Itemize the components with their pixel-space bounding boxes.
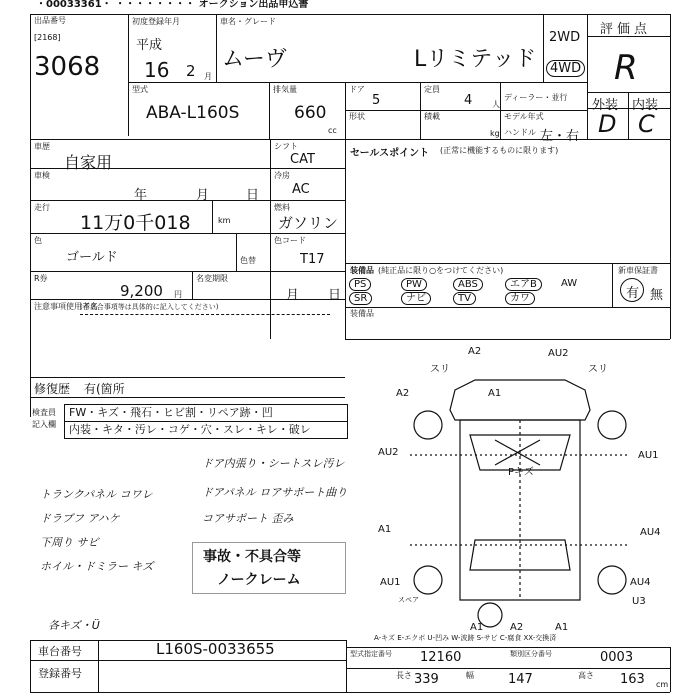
door-label: ドア bbox=[349, 85, 365, 94]
notes-line bbox=[80, 314, 330, 315]
mark-p-scratch: Pキズ bbox=[508, 467, 534, 478]
note-left-5: 各キズ・Ü bbox=[48, 619, 100, 632]
color-code: T17 bbox=[300, 252, 325, 267]
mark-suri-left: スリ bbox=[430, 364, 450, 375]
lot-ref: [2168] bbox=[34, 33, 61, 42]
displacement: 660 bbox=[294, 103, 327, 123]
load-unit: kg bbox=[490, 129, 500, 138]
recycle: 9,200 bbox=[120, 282, 163, 300]
front-outline bbox=[450, 380, 590, 420]
equipment-item: AW bbox=[561, 278, 578, 289]
warranty-label: 新車保証書 bbox=[618, 266, 658, 275]
model-label: 型式 bbox=[132, 85, 148, 94]
rear-left-wheel bbox=[414, 566, 442, 594]
equipment-note: (純正品に限り○をつけてください) bbox=[378, 266, 504, 275]
note-right-2: ドアパネル ロアサポート曲り bbox=[202, 486, 348, 499]
inspector-row-2: 内装・キタ・汚レ・コゲ・穴・スレ・キレ・破レ bbox=[64, 421, 348, 439]
mark-suri-right: スリ bbox=[588, 364, 608, 375]
registration-label: 初度登録年月 bbox=[132, 17, 180, 26]
model-code: 12160 bbox=[420, 650, 462, 665]
note-left-3: 下周り サビ bbox=[40, 536, 99, 549]
color: ゴールド bbox=[66, 250, 118, 265]
registration-era: 平成 bbox=[136, 38, 163, 53]
rear-right-wheel bbox=[598, 566, 626, 594]
mark-au1-rear: AU1 bbox=[380, 577, 401, 588]
fuel: ガソリン bbox=[278, 214, 339, 232]
cc-unit: cc bbox=[328, 126, 337, 135]
shift-label: シフト bbox=[274, 142, 298, 151]
recycle-unit: 円 bbox=[174, 290, 182, 299]
sales-point-label: セールスポイント bbox=[350, 148, 430, 159]
lot-label: 出品番号 bbox=[34, 16, 66, 25]
equipment-item: ABS bbox=[453, 278, 483, 291]
dealer-label: ディーラー・並行 bbox=[504, 93, 568, 102]
interior-grade: C bbox=[638, 110, 655, 138]
registration-month-unit: 月 bbox=[204, 72, 212, 81]
height-label: 高さ bbox=[578, 671, 594, 680]
registration-month: 2 bbox=[186, 62, 196, 80]
notes-sub: (不具合事項等は具体的に記入してください) bbox=[80, 303, 219, 311]
color-label: 色 bbox=[34, 236, 42, 245]
history: 自家用 bbox=[64, 153, 113, 172]
mark-a1-front: A1 bbox=[488, 388, 502, 399]
equipment-item: エアB bbox=[505, 278, 542, 291]
form-header: ・00033361・ ・・・・・・・・ オークション出品申込書 bbox=[36, 0, 309, 10]
interior-label: 内装 bbox=[632, 98, 659, 113]
class-label: 類別区分番号 bbox=[510, 650, 552, 658]
note-right-1: ドア内張り・シートスレ汚レ bbox=[202, 457, 345, 470]
equipment-item: PS bbox=[349, 278, 371, 291]
mark-au2-left: AU2 bbox=[378, 447, 399, 458]
note-left-4: ホイル・ドミラー キズ bbox=[40, 560, 154, 573]
notes-label: 注意事項使用者名 bbox=[34, 302, 98, 311]
exterior-grade: D bbox=[598, 110, 617, 138]
mark-a2-bottom: A2 bbox=[510, 622, 524, 633]
expiry-month: 月 bbox=[286, 288, 300, 303]
grade-label: 評価点 bbox=[600, 22, 652, 37]
length: 339 bbox=[414, 672, 439, 687]
no-claim-stamp bbox=[192, 542, 346, 594]
mark-a1-bottom: A1 bbox=[470, 622, 484, 633]
length-label: 長さ bbox=[396, 671, 412, 680]
note-right-3: コアサポート 歪み bbox=[202, 512, 294, 525]
drive-4wd: 4WD bbox=[546, 60, 585, 77]
spare-label: スペア bbox=[398, 596, 419, 604]
shape-label: 形状 bbox=[349, 112, 365, 121]
car-grade: Lリミテッド bbox=[414, 47, 537, 72]
mark-a1-bottom-2: A1 bbox=[555, 622, 569, 633]
inspector-row-1: FW・キズ・飛石・ヒビ割・リペア跡・凹 bbox=[64, 404, 348, 422]
warranty-none: 無 bbox=[650, 288, 664, 303]
car-name: ムーヴ bbox=[222, 47, 287, 72]
vin-label: 車台番号 bbox=[38, 645, 82, 658]
car-damage-diagram bbox=[360, 340, 680, 640]
inspector-label-1: 検査員 bbox=[32, 408, 56, 417]
ac-label: 冷房 bbox=[274, 171, 290, 180]
equipment-item: TV bbox=[453, 292, 476, 305]
width: 147 bbox=[508, 672, 533, 687]
handle: 左・右 bbox=[540, 129, 580, 144]
inspection-day: 日 bbox=[246, 188, 260, 203]
inspector-label-2: 記入欄 bbox=[32, 420, 56, 429]
model: ABA-L160S bbox=[146, 103, 240, 123]
mark-au1-right: AU1 bbox=[638, 450, 659, 461]
capacity-label: 定員 bbox=[424, 85, 440, 94]
stamp-line-2: ノークレーム bbox=[217, 572, 301, 588]
load-label: 積載 bbox=[424, 112, 440, 121]
note-left-2: ドラブフ アハケ bbox=[40, 512, 120, 525]
history-label: 車歴 bbox=[34, 142, 50, 151]
warranty-has: 有 bbox=[626, 286, 640, 301]
equipment-item: PW bbox=[401, 278, 427, 291]
height: 163 bbox=[620, 672, 645, 687]
note-left-1: トランクパネル コワレ bbox=[40, 488, 153, 501]
diagram-legend: A-キズ E-エクボ U-凹み W-波跡 S-サビ C-腐食 XX-交換済 bbox=[374, 634, 557, 642]
mark-a2-top: A2 bbox=[468, 346, 482, 357]
extras-label: 装備品 bbox=[350, 309, 374, 318]
width-label: 幅 bbox=[466, 671, 474, 680]
sales-point-note: (正常に機能するものに限ります) bbox=[440, 146, 559, 155]
equipment-list bbox=[349, 278, 611, 308]
equipment-item: SR bbox=[349, 292, 372, 305]
inspection-year: 年 bbox=[134, 188, 148, 203]
inspection-label: 車検 bbox=[34, 171, 50, 180]
color-code-label: 色コード bbox=[274, 236, 306, 245]
recycle-label: R券 bbox=[34, 274, 48, 283]
mark-au4-right: AU4 bbox=[640, 527, 661, 538]
displacement-label: 排気量 bbox=[273, 85, 297, 94]
reg-no-label: 登録番号 bbox=[38, 667, 82, 680]
mark-au4-rear: AU4 bbox=[630, 577, 651, 588]
shift: CAT bbox=[290, 152, 315, 167]
handle-label: ハンドル bbox=[504, 128, 536, 137]
mark-au2-top: AU2 bbox=[548, 348, 569, 359]
car-name-label: 車名・グレード bbox=[220, 17, 276, 26]
expiry-label: 名変期限 bbox=[196, 274, 228, 283]
inspection-month: 月 bbox=[196, 188, 210, 203]
equipment-item: カワ bbox=[505, 292, 535, 305]
mark-a1-left: A1 bbox=[378, 524, 392, 535]
mileage: 11万0千018 bbox=[80, 212, 191, 234]
stamp-line-1: 事故・不具合等 bbox=[203, 549, 301, 565]
model-code-label: 型式指定番号 bbox=[350, 650, 392, 658]
capacity-unit: 人 bbox=[492, 100, 500, 109]
registration-year: 16 bbox=[144, 58, 170, 82]
color-change-label: 色替 bbox=[240, 256, 256, 265]
front-right-wheel bbox=[598, 411, 626, 439]
mileage-label: 走行 bbox=[34, 203, 50, 212]
vin: L160S-0033655 bbox=[156, 640, 275, 658]
equipment-label: 装備品 bbox=[350, 266, 374, 275]
repair-label: 修復歴 bbox=[34, 382, 71, 396]
repair-value: 有(箇所 bbox=[84, 382, 125, 396]
class-code: 0003 bbox=[600, 650, 634, 665]
mileage-unit: km bbox=[218, 216, 231, 225]
fuel-label: 燃料 bbox=[274, 203, 290, 212]
capacity: 4 bbox=[464, 93, 473, 108]
dims-unit: cm bbox=[656, 680, 669, 689]
drive-2wd: 2WD bbox=[549, 30, 581, 45]
mark-a2-left: A2 bbox=[396, 388, 410, 399]
exterior-label: 外装 bbox=[592, 98, 619, 113]
doors: 5 bbox=[372, 93, 381, 108]
mark-u3: U3 bbox=[632, 596, 646, 607]
expiry-day: 日 bbox=[328, 288, 342, 303]
lot-number: 3068 bbox=[34, 52, 101, 82]
grade-score: R bbox=[614, 48, 638, 88]
model-year-label: モデル年式 bbox=[504, 112, 544, 121]
warranty-circle bbox=[620, 278, 644, 302]
equipment-item: ナビ bbox=[401, 292, 431, 305]
front-left-wheel bbox=[414, 411, 442, 439]
ac: AC bbox=[292, 182, 310, 197]
